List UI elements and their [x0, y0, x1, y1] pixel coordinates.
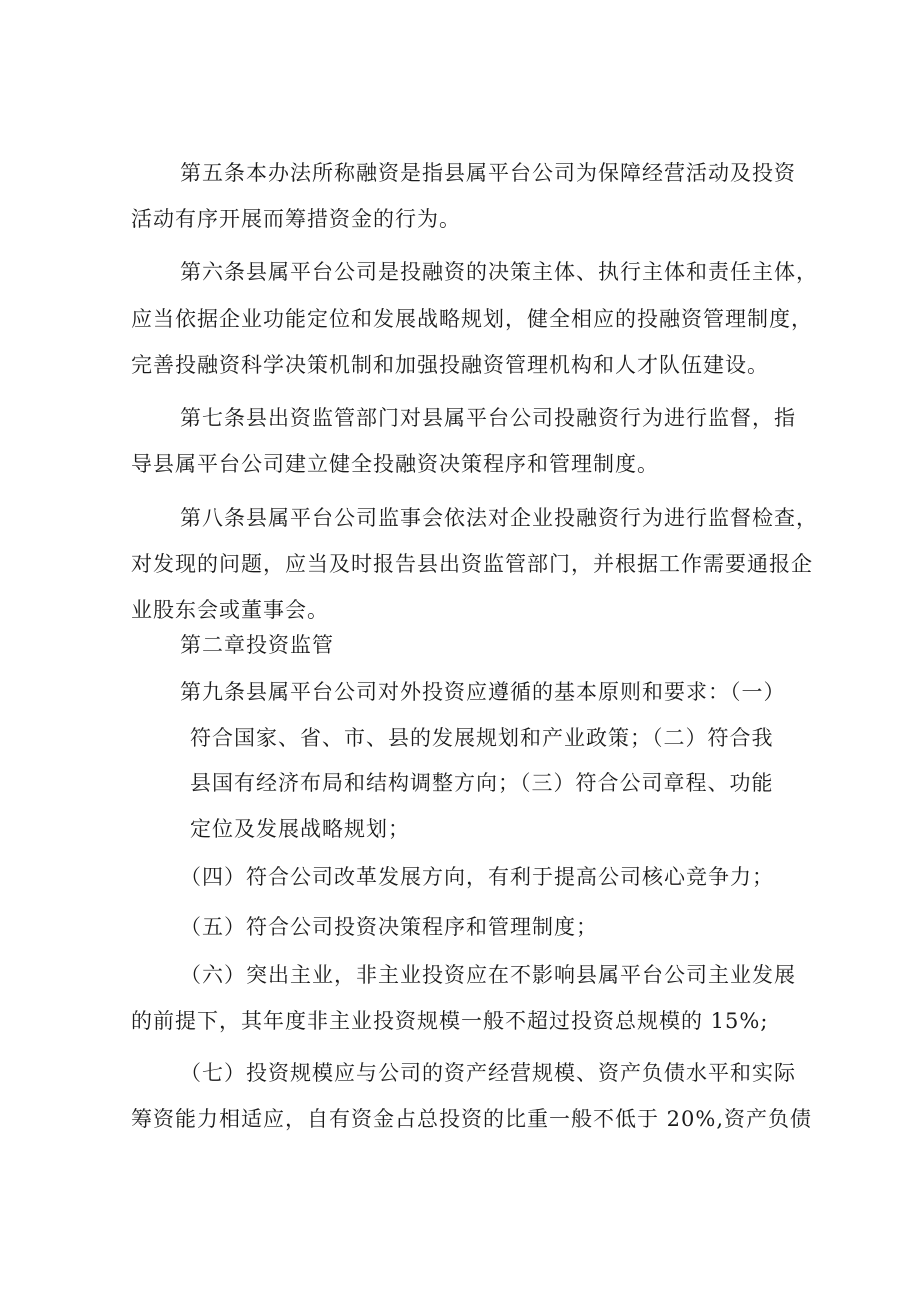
text-line: （四）符合公司改革发展方向，有利于提高公司核心竞争力； — [180, 865, 774, 889]
text-line: 县国有经济布局和结构调整方向；（三）符合公司章程、功能 — [190, 771, 774, 795]
text-line: 的前提下，其年度非主业投资规模一般不超过投资总规模的 15%; — [131, 1009, 769, 1033]
text-line: 第五条本办法所称融资是指县属平台公司为保障经营活动及投资 — [180, 161, 796, 185]
text-line: 业股东会或董事会。 — [131, 598, 329, 622]
text-line: 应当依据企业功能定位和发展战略规划，健全相应的投融资管理制度， — [131, 307, 813, 331]
text-line: 活动有序开展而筹措资金的行为。 — [131, 207, 461, 231]
text-line: 第七条县出资监管部门对县属平台公司投融资行为进行监督，指 — [180, 406, 796, 430]
text-line: （六）突出主业，非主业投资应在不影响县属平台公司主业发展 — [180, 963, 796, 987]
text-line: 符合国家、省、市、县的发展规划和产业政策；（二）符合我 — [190, 726, 774, 750]
text-line: 导县属平台公司建立健全投融资决策程序和管理制度。 — [131, 452, 659, 476]
text-line: 对发现的问题，应当及时报告县出资监管部门，并根据工作需要通报企 — [131, 552, 813, 576]
text-line: 完善投融资科学决策机制和加强投融资管理机构和人才队伍建设。 — [131, 353, 769, 377]
chapter-heading: 第二章投资监管 — [180, 633, 334, 657]
text-line: 定位及发展战略规划； — [190, 817, 410, 841]
text-line: 筹资能力相适应，自有资金占总投资的比重一般不低于 20%,资产负债 — [131, 1107, 813, 1131]
text-line: 第九条县属平台公司对外投资应遵循的基本原则和要求：（一） — [180, 680, 786, 704]
text-line: （七）投资规模应与公司的资产经营规模、资产负债水平和实际 — [180, 1061, 796, 1085]
text-line: 第六条县属平台公司是投融资的决策主体、执行主体和责任主体， — [180, 260, 818, 284]
text-line: （五）符合公司投资决策程序和管理制度； — [180, 915, 598, 939]
text-line: 第八条县属平台公司监事会依法对企业投融资行为进行监督检查， — [180, 506, 818, 530]
